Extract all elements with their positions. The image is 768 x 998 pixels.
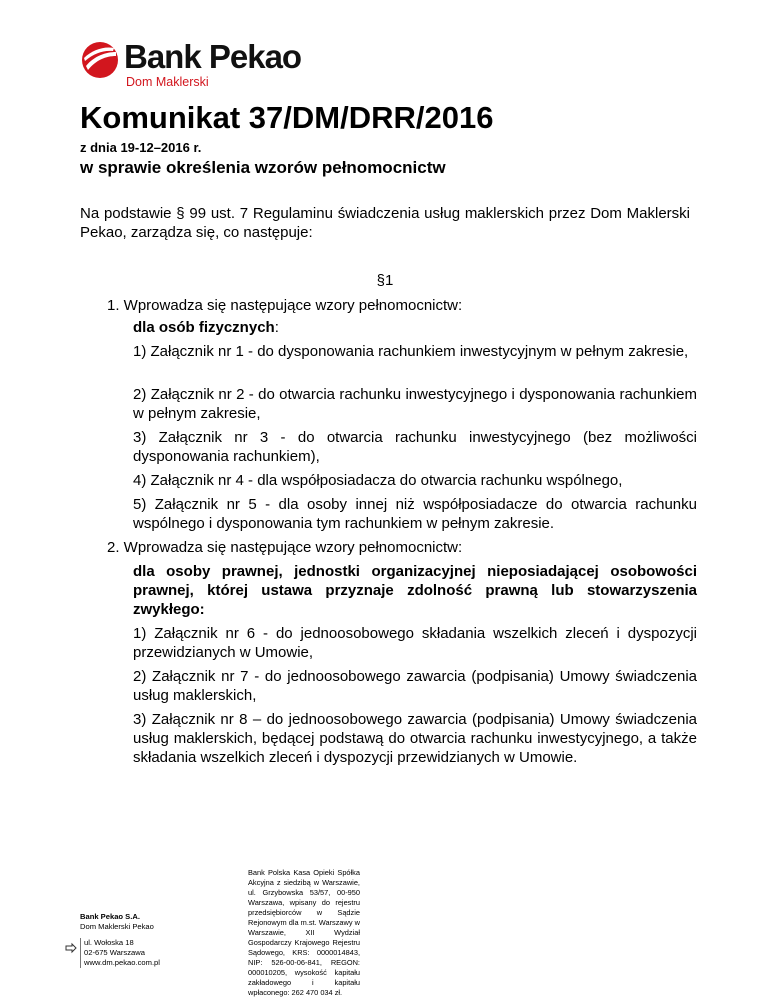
footer-street: ul. Wołoska 18	[84, 938, 134, 947]
list-item: 1) Załącznik nr 6 - do jednoosobowego składania wszelkich zleceń i dyspozycji przewidzianych w Umowie,	[133, 625, 697, 661]
footer-city: 02-675 Warszawa	[84, 948, 145, 957]
logo-subtitle: Dom Maklerski	[126, 75, 209, 89]
document-subject: w sprawie określenia wzorów pełnomocnictw	[80, 158, 446, 177]
list-item: 5) Załącznik nr 5 - dla osoby innej niż współposiadacze do otwarcia rachunku wspólnego i dysponowania tym rachunkiem w pełnym zakresie.	[133, 496, 697, 532]
point-1: 1. Wprowadza się następujące wzory pełnomocnictw:	[107, 297, 463, 314]
list-item: 1) Załącznik nr 1 - do dysponowania rachunkiem inwestycyjnym w pełnym zakresie,	[133, 343, 689, 360]
point-1-heading-bold: dla osób fizycznych	[133, 319, 275, 336]
footer-company-name: Bank Pekao S.A.	[80, 912, 140, 921]
footer-department: Dom Maklerski Pekao	[80, 922, 154, 931]
footer-legal-notice: Bank Polska Kasa Opieki Spółka Akcyjna z siedzibą w Warszawie, ul. Grzybowska 53/57, 00-950 Warszawa, wpisany do rejestru przedsiębiorców w Sądzie Rejonowym dla m.st. Warszawy w Warszawie, XII Wydział Gospodarczy Krajowego Rejestru Sądowego, KRS: 0000014843, NIP: 526-00-06-841, REGON: 000010205, wysokość kapitału zakładowego i kapitału wpłaconego: 262 470 034 zł.	[248, 868, 360, 997]
pekao-swoosh-icon	[80, 40, 120, 80]
point-1-heading	[133, 318, 697, 337]
list-item: 2) Załącznik nr 7 - do jednoosobowego zawarcia (podpisania) Umowy świadczenia usług maklerskich,	[133, 668, 697, 704]
document-title: Komunikat 37/DM/DRR/2016	[80, 100, 494, 135]
section-heading: §1	[376, 272, 394, 289]
list-item: 3) Załącznik nr 3 - do otwarcia rachunku inwestycyjnego (bez możliwości dysponowania rachunkiem),	[133, 429, 697, 465]
footer-website: www.dm.pekao.com.pl	[84, 958, 160, 967]
footer-company	[80, 912, 154, 932]
point-2-heading: dla osoby prawnej, jednostki organizacyjnej nieposiadającej osobowości prawnej, której ustawa przyznaje zdolność prawną lub stowarzyszenia zwykłego:	[133, 563, 697, 618]
list-item: 2) Załącznik nr 2 - do otwarcia rachunku inwestycyjnego i dysponowania rachunkiem w pełnym zakresie,	[133, 386, 697, 422]
list-item: 4) Załącznik nr 4 - dla współposiadacza do otwarcia rachunku wspólnego,	[133, 472, 623, 489]
bank-pekao-logo	[80, 38, 300, 94]
point-1-heading-colon: :	[274, 319, 279, 336]
logo-name: Bank Pekao	[124, 38, 302, 75]
point-2: 2. Wprowadza się następujące wzory pełnomocnictw:	[107, 539, 463, 556]
intro-paragraph: Na podstawie § 99 ust. 7 Regulaminu świadczenia usług maklerskich przez Dom Maklerski Pekao, zarządza się, co następuje:	[80, 205, 690, 241]
list-item: 3) Załącznik nr 8 – do jednoosobowego zawarcia (podpisania) Umowy świadczenia usług maklerskich, będącej podstawą do otwarcia rachunku inwestycyjnego, a także składania wszelkich zleceń i dyspozycji przewidzianych w Umowie.	[133, 711, 697, 766]
document-date: z dnia 19-12–2016 r.	[80, 140, 202, 155]
